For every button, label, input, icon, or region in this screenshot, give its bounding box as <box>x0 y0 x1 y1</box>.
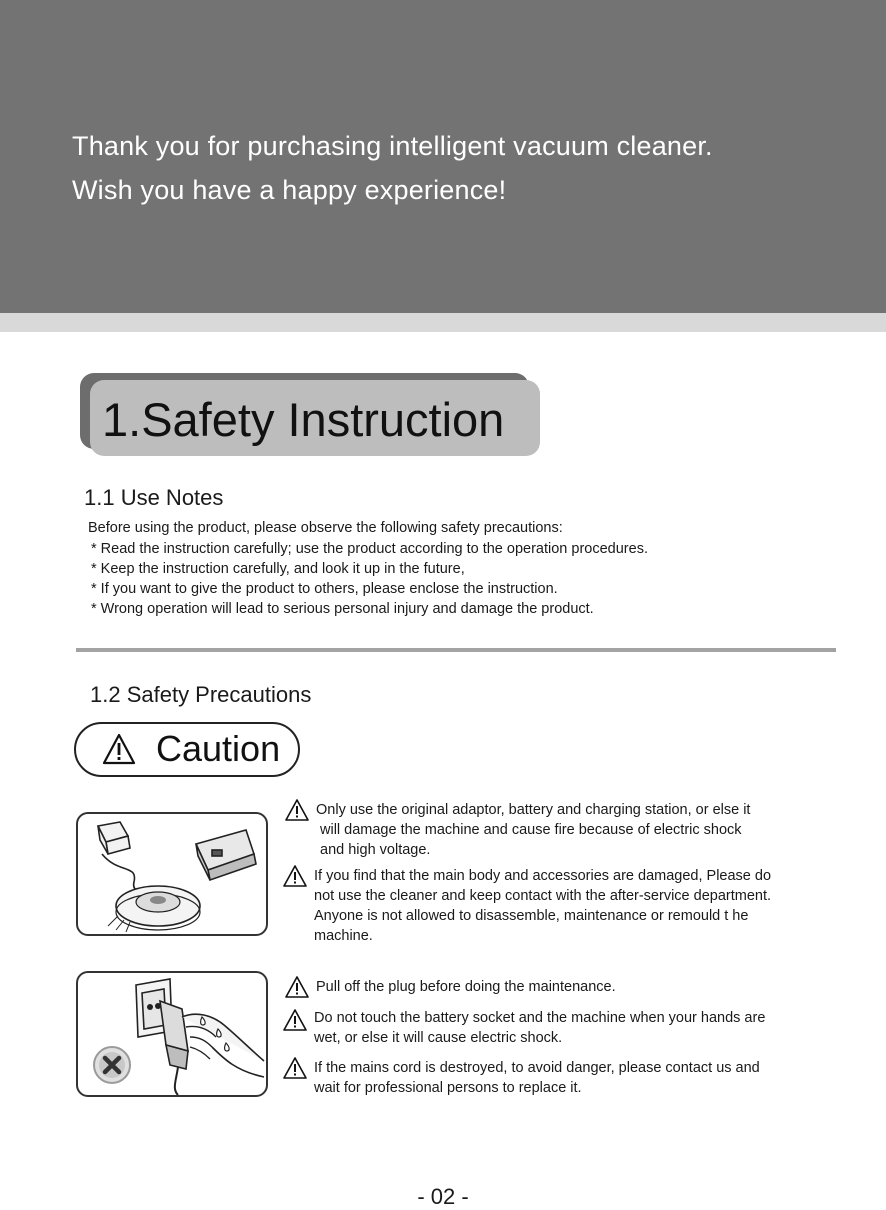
warning-triangle-icon <box>282 1008 308 1032</box>
precaution-line: Only use the original adaptor, battery and charging station, or else it <box>316 802 751 818</box>
precaution-line: will damage the machine and cause fire because of electric shock <box>320 822 742 838</box>
caution-badge <box>74 722 300 777</box>
x-mark-icon <box>94 1047 130 1083</box>
precaution-line: Anyone is not allowed to disassemble, maintenance or remould t he <box>314 908 749 924</box>
precaution-line: If you find that the main body and accessories are damaged, Please do <box>314 868 772 884</box>
use-note-item: * If you want to give the product to others, please enclose the instruction. <box>91 581 558 597</box>
safety-precautions-heading: 1.2 Safety Precautions <box>90 682 312 707</box>
precaution-line: Do not touch the battery socket and the machine when your hands are <box>314 1010 766 1026</box>
warning-triangle-icon <box>102 732 136 766</box>
warning-triangle-icon <box>282 864 308 888</box>
precaution-line: Pull off the plug before doing the maintenance. <box>316 979 616 995</box>
use-note-item: * Wrong operation will lead to serious personal injury and damage the product. <box>91 601 594 617</box>
page-number: - 02 - <box>417 1184 469 1209</box>
use-notes-intro: Before using the product, please observe the following safety precautions: <box>88 520 563 536</box>
vacuum-accessories-illustration <box>76 812 268 936</box>
banner-strip <box>0 313 886 332</box>
wet-hand-plug-illustration <box>76 971 268 1097</box>
wish-line: Wish you have a happy experience! <box>72 175 507 205</box>
section-divider <box>76 648 836 652</box>
use-notes-heading: 1.1 Use Notes <box>84 485 224 510</box>
warning-triangle-icon <box>284 798 310 822</box>
thank-you-line: Thank you for purchasing intelligent vacuum cleaner. <box>72 131 713 161</box>
precaution-line: wait for professional persons to replace it. <box>314 1080 582 1096</box>
precaution-line: If the mains cord is destroyed, to avoid danger, please contact us and <box>314 1060 760 1076</box>
warning-triangle-icon <box>284 975 310 999</box>
precaution-line: not use the cleaner and keep contact with the after-service department. <box>314 888 772 904</box>
precaution-line: and high voltage. <box>320 842 431 858</box>
use-note-item: * Keep the instruction carefully, and look it up in the future, <box>91 561 465 577</box>
precaution-line: wet, or else it will cause electric shock. <box>314 1030 563 1046</box>
precaution-line: machine. <box>314 928 373 944</box>
warning-triangle-icon <box>282 1056 308 1080</box>
section-title: 1.Safety Instruction <box>102 393 505 446</box>
use-note-item: * Read the instruction carefully; use the product according to the operation procedures. <box>91 541 648 557</box>
caution-label: Caution <box>156 728 281 769</box>
